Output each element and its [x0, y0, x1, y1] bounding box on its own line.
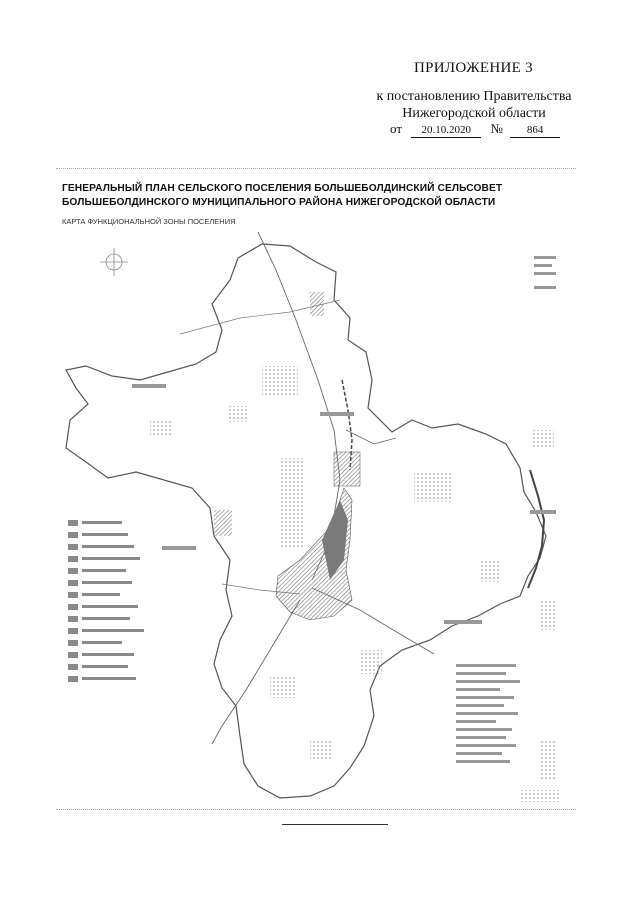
zone-block-village-2: [280, 458, 304, 548]
decree-line-1: к постановлению Правительства: [376, 89, 572, 104]
zone-block-center: [360, 650, 382, 674]
legend-east: [456, 256, 560, 802]
road-east: [346, 430, 396, 444]
zone-block-south: [270, 676, 296, 698]
place-label-mark: [320, 412, 354, 416]
decree-date: 20.10.2020: [411, 124, 481, 138]
decree-line-2: Нижегородской области: [402, 106, 546, 121]
zone-block-village: [262, 366, 298, 396]
zone-block-south-2: [310, 740, 332, 760]
from-label: от: [390, 121, 403, 136]
place-label-mark: [530, 510, 556, 514]
zone-block-west: [214, 510, 232, 536]
zone-block-nw: [150, 420, 172, 436]
plan-title-line-1: ГЕНЕРАЛЬНЫЙ ПЛАН СЕЛЬСКОГО ПОСЕЛЕНИЯ БОЛЬШЕБОЛДИНСКИЙ СЕЛЬСОВЕТ: [62, 183, 503, 194]
plan-title-line-2: БОЛЬШЕБОЛДИНСКОГО МУНИЦИПАЛЬНОГО РАЙОНА НИЖЕГОРОДСКОЙ ОБЛАСТИ: [62, 197, 496, 208]
zone-block-north: [310, 292, 324, 316]
road-south-west: [212, 600, 300, 744]
bottom-rule: [282, 824, 388, 825]
zone-block-nw-2: [228, 406, 248, 422]
industrial-zone: [334, 452, 360, 486]
zone-block-east: [414, 472, 452, 502]
number-sign: №: [490, 121, 503, 136]
place-label-mark: [162, 546, 196, 550]
zone-block-east-2: [480, 560, 500, 582]
compass-icon: [100, 248, 128, 276]
river: [528, 470, 544, 588]
decree-number: 864: [510, 124, 560, 138]
appendix-title: ПРИЛОЖЕНИЕ 3: [414, 60, 533, 76]
legend-west: [68, 520, 144, 682]
place-label-mark: [444, 620, 482, 624]
place-label-mark: [132, 384, 166, 388]
map-subtitle: КАРТА ФУНКЦИОНАЛЬНОЙ ЗОНЫ ПОСЕЛЕНИЯ: [62, 217, 236, 226]
